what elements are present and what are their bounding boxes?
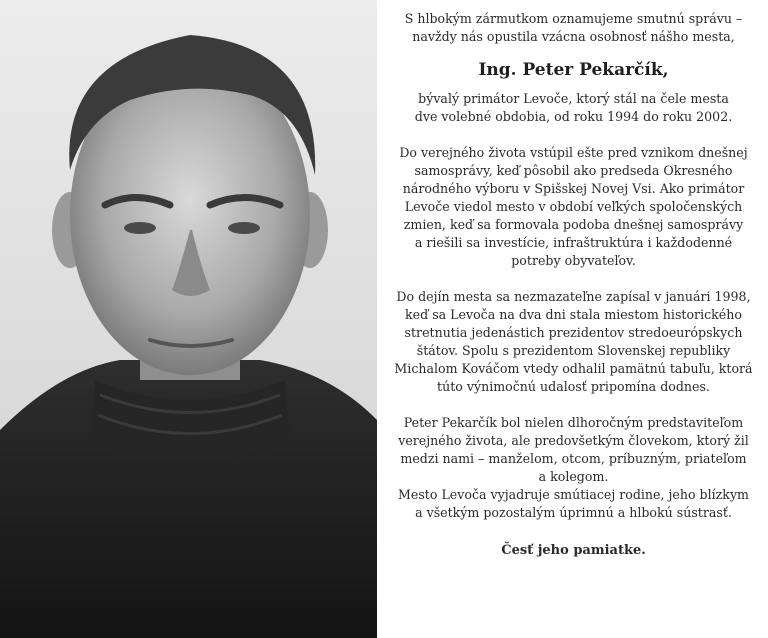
text-line: samosprávy, keď pôsobil ako predseda Okresného (414, 163, 733, 178)
text-line: stretnutia jedenástich prezidentov stredoeurópskych (404, 325, 743, 340)
paragraph-personal (389, 414, 758, 522)
portrait-illustration (0, 0, 377, 638)
text-line: zmien, keď sa formovala podoba dnešnej samosprávy (403, 217, 744, 232)
paragraph-mayor (389, 90, 758, 126)
text-line: medzi nami – manželom, otcom, príbuzným, priateľom (400, 451, 747, 466)
text-line: túto výnimočnú udalosť pripomína dodnes. (437, 379, 710, 394)
paragraph-public-life (389, 144, 758, 270)
text-line: Do dejín mesta sa nezmazateľne zapísal v januári 1998, (396, 289, 751, 304)
text-line: bývalý primátor Levoče, ktorý stál na čele mesta (418, 91, 729, 106)
text-line: Mesto Levoča vyjadruje smútiacej rodine, jeho blízkym (397, 487, 749, 502)
intro-line: navždy nás opustila vzácna osobnosť nášho mesta, (412, 29, 735, 44)
text-line: potreby obyvateľov. (511, 253, 636, 268)
text-line: a riešili sa investície, infraštruktúra i každodenné (414, 235, 733, 250)
intro-line: S hlbokým zármutkom oznamujeme smutnú správu – (404, 11, 743, 26)
text-line: Michalom Kováčom vtedy odhalil pamätnú tabuľu, ktorá (394, 361, 753, 376)
text-line: dve volebné obdobia, od roku 1994 do roku 2002. (414, 109, 733, 124)
text-line: a kolegom. (538, 469, 609, 484)
closing-line: Česť jeho pamiatke. (501, 543, 646, 558)
portrait-photo (0, 0, 377, 638)
text-line: a všetkým pozostalým úprimnú a hlbokú sústrasť. (415, 505, 732, 520)
text-line: Do verejného života vstúpil ešte pred vznikom dnešnej (399, 145, 748, 160)
text-line: verejného života, ale predovšetkým človekom, ktorý žil (398, 433, 749, 448)
text-line: národného výboru v Spišskej Novej Vsi. Ako primátor (402, 181, 745, 196)
text-line: Peter Pekarčík bol nielen dlhoročným predstaviteľom (403, 415, 744, 430)
intro-paragraph (389, 10, 758, 46)
deceased-name: Ing. Peter Pekarčík, (478, 60, 669, 80)
paragraph-history (389, 288, 758, 396)
text-line: Levoče viedol mesto v období veľkých spoločenských (404, 199, 743, 214)
text-line: keď sa Levoča na dva dni stala miestom historického (405, 307, 742, 322)
obituary-text (377, 0, 768, 638)
text-line: štátov. Spolu s prezidentom Slovenskej republiky (416, 343, 731, 358)
